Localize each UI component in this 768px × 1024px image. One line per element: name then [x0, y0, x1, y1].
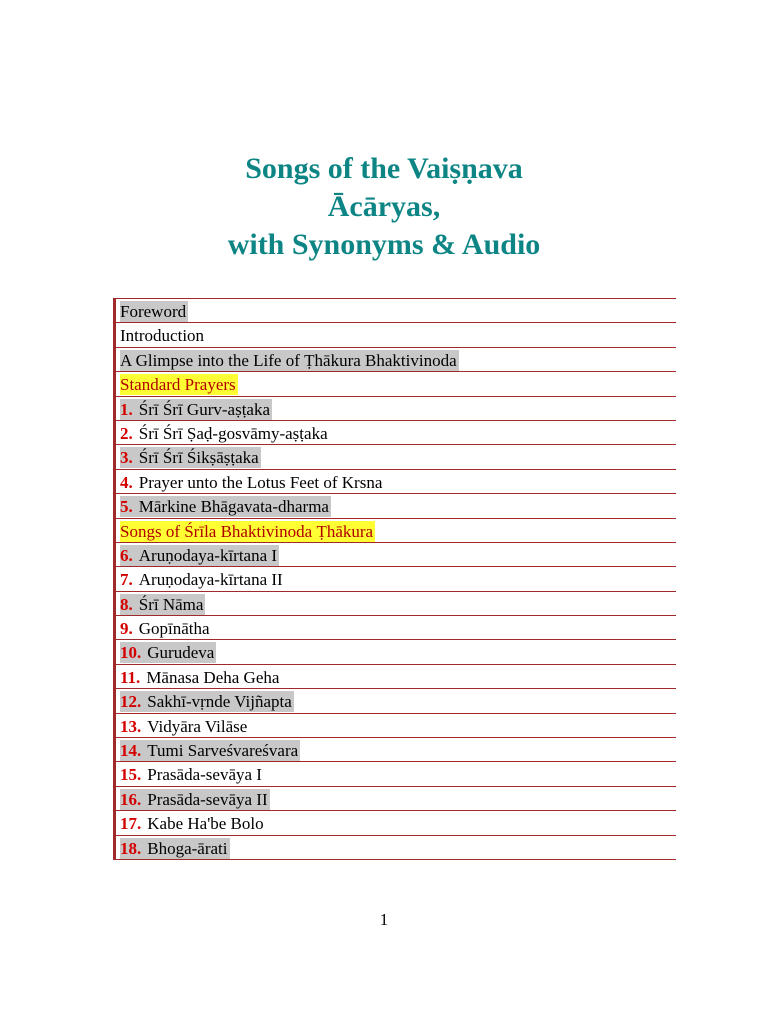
toc-entry-number: 11.	[120, 667, 141, 687]
toc-entry[interactable]	[113, 445, 676, 469]
toc-entry-title[interactable]: Śrī Śrī Gurv-aṣṭaka	[138, 399, 271, 419]
toc-entry-cell	[120, 740, 300, 761]
toc-entry-title[interactable]: Prayer unto the Lotus Feet of Krsna	[138, 472, 383, 492]
toc-entry-title[interactable]: Aruṇodaya-kīrtana II	[138, 570, 283, 590]
toc-entry-cell	[120, 472, 384, 493]
toc-entry-cell	[120, 594, 205, 615]
toc-entry-cell	[120, 764, 264, 785]
toc-entry-title[interactable]: Sakhī-vṛnde Vijñapta	[147, 692, 292, 712]
toc-entry-number: 14.	[120, 741, 142, 761]
toc-entry[interactable]	[113, 689, 676, 713]
toc-entry[interactable]	[113, 299, 676, 323]
toc-entry-cell	[120, 447, 261, 468]
toc-entry[interactable]	[113, 397, 676, 421]
toc-entry-title[interactable]: Mārkine Bhāgavata-dharma	[138, 497, 329, 517]
toc-section-heading[interactable]	[113, 372, 676, 396]
toc-entry-number: 2.	[120, 423, 133, 443]
table-of-contents	[113, 298, 676, 860]
toc-section-heading[interactable]	[113, 519, 676, 543]
toc-entry-number: 4.	[120, 472, 133, 492]
toc-entry-number: 10.	[120, 643, 142, 663]
toc-entry-title[interactable]: Bhoga-ārati	[147, 838, 228, 858]
toc-entry[interactable]	[113, 787, 676, 811]
toc-entry[interactable]	[113, 470, 676, 494]
toc-entry-cell	[120, 350, 459, 371]
toc-entry-number: 6.	[120, 545, 133, 565]
toc-entry-title[interactable]: Tumi Sarveśvareśvara	[147, 741, 299, 761]
toc-entry-cell	[120, 838, 230, 859]
toc-entry[interactable]	[113, 811, 676, 835]
title-line-3: with Synonyms & Audio	[227, 228, 541, 261]
toc-entry-title[interactable]: A Glimpse into the Life of Ṭhākura Bhaktivinoda	[120, 350, 457, 370]
toc-entry-number: 12.	[120, 692, 142, 712]
toc-entry[interactable]	[113, 494, 676, 518]
toc-entry-number: 16.	[120, 789, 142, 809]
toc-entry[interactable]	[113, 714, 676, 738]
toc-entry-number: 18.	[120, 838, 142, 858]
toc-entry-cell	[120, 813, 266, 834]
toc-entry-cell	[120, 521, 375, 542]
toc-entry-title[interactable]: Prasāda-sevāya I	[147, 765, 262, 785]
toc-entry[interactable]	[113, 640, 676, 664]
toc-entry-number: 8.	[120, 594, 133, 614]
toc-entry[interactable]	[113, 567, 676, 591]
toc-entry-title[interactable]: Gopīnātha	[138, 619, 210, 639]
toc-entry-number: 3.	[120, 448, 133, 468]
toc-entry[interactable]	[113, 738, 676, 762]
toc-entry-title[interactable]: Kabe Ha'be Bolo	[147, 814, 264, 834]
toc-entry-title[interactable]: Aruṇodaya-kīrtana I	[138, 545, 278, 565]
document-title	[0, 150, 768, 264]
toc-entry-title[interactable]: Mānasa Deha Geha	[146, 667, 280, 687]
toc-entry[interactable]	[113, 421, 676, 445]
toc-entry-title[interactable]: Standard Prayers	[120, 375, 236, 395]
toc-entry-number: 13.	[120, 716, 142, 736]
title-line-1: Songs of the Vaiṣṇava	[245, 152, 523, 185]
toc-entry-title[interactable]: Introduction	[120, 326, 205, 346]
toc-entry-cell	[120, 545, 279, 566]
toc-entry-cell	[120, 301, 188, 322]
page-number: 1	[379, 910, 389, 929]
toc-entry[interactable]	[113, 836, 676, 860]
toc-entry-number: 7.	[120, 570, 133, 590]
toc-entry-number: 17.	[120, 814, 142, 834]
toc-entry[interactable]	[113, 348, 676, 372]
title-line-2: Ācāryas,	[327, 190, 441, 223]
toc-entry[interactable]	[113, 616, 676, 640]
toc-entry[interactable]	[113, 323, 676, 347]
toc-entry-title[interactable]: Śrī Śrī Śikṣāṣṭaka	[138, 448, 259, 468]
toc-entry[interactable]	[113, 592, 676, 616]
toc-entry-cell	[120, 667, 281, 688]
toc-entry-cell	[120, 691, 294, 712]
toc-entry-number: 1.	[120, 399, 133, 419]
toc-entry-cell	[120, 496, 331, 517]
toc-entry-title[interactable]: Foreword	[120, 302, 187, 321]
toc-entry-number: 5.	[120, 497, 133, 517]
toc-entry-title[interactable]: Vidyāra Vilāse	[147, 716, 248, 736]
toc-entry-title[interactable]: Songs of Śrīla Bhaktivinoda Ṭhākura	[120, 521, 374, 541]
toc-entry[interactable]	[113, 762, 676, 786]
toc-entry-cell	[120, 423, 330, 444]
toc-entry[interactable]	[113, 665, 676, 689]
toc-entry-title[interactable]: Śrī Śrī Ṣaḍ-gosvāmy-aṣṭaka	[138, 423, 328, 443]
toc-entry-cell	[120, 716, 249, 737]
toc-entry-number: 9.	[120, 619, 133, 639]
toc-entry-cell	[120, 569, 285, 590]
toc-entry-cell	[120, 374, 238, 395]
toc-entry[interactable]	[113, 543, 676, 567]
toc-entry-number: 15.	[120, 765, 142, 785]
toc-entry-title[interactable]: Prasāda-sevāya II	[147, 789, 268, 809]
toc-entry-cell	[120, 325, 206, 346]
toc-entry-cell	[120, 399, 272, 420]
toc-entry-cell	[120, 618, 212, 639]
toc-entry-cell	[120, 642, 216, 663]
toc-entry-title[interactable]: Śrī Nāma	[138, 594, 204, 614]
toc-entry-title[interactable]: Gurudeva	[147, 643, 215, 663]
toc-entry-cell	[120, 789, 270, 810]
